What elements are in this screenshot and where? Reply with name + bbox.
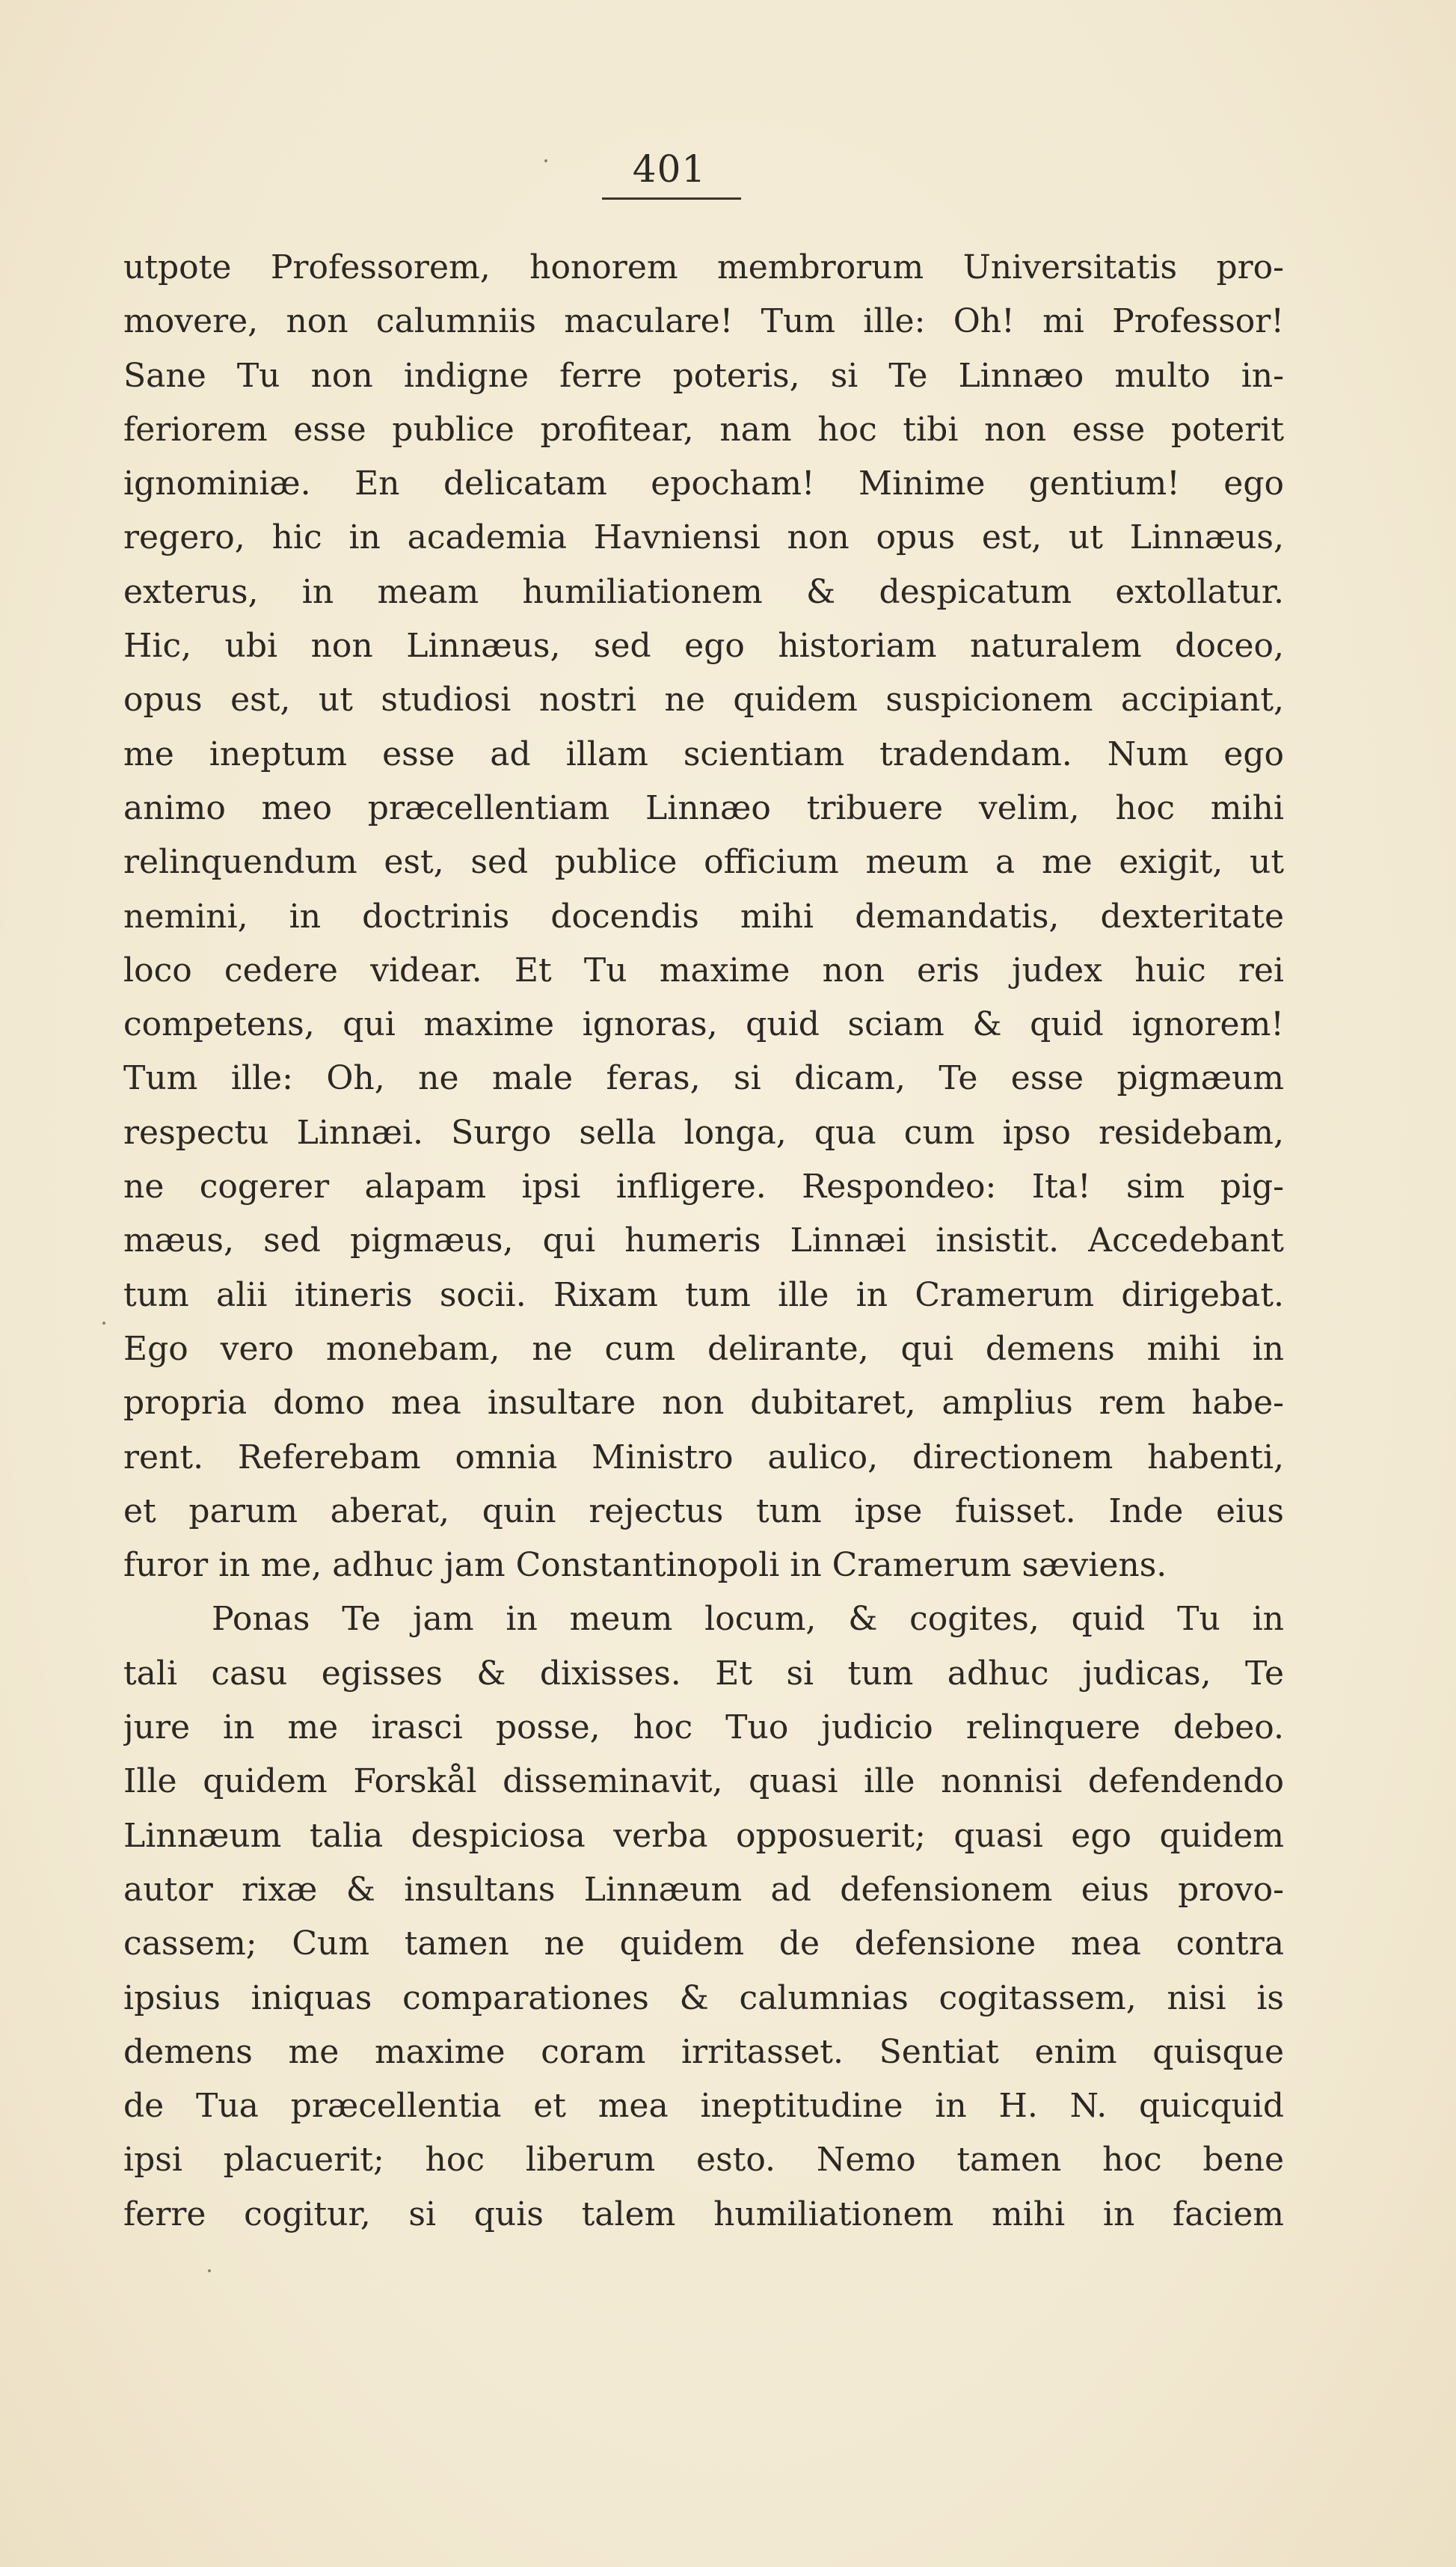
text-line: utpote Professorem, honorem membrorum Universitatis pro- — [123, 248, 1284, 286]
text-line: ignominiæ. En delicatam epocham! Minime gentium! ego — [123, 464, 1284, 503]
text-line: et parum aberat, quin rejectus tum ipse fuisset. Inde eius — [123, 1491, 1284, 1530]
text-line: ipsius iniquas comparationes & calumnias cogitassem, nisi is — [123, 1978, 1284, 2017]
text-line: Ille quidem Forskål disseminavit, quasi ille nonnisi defendendo — [123, 1762, 1284, 1801]
text-line: Ego vero monebam, ne cum delirante, qui demens mihi in — [123, 1329, 1284, 1368]
text-line: competens, qui maxime ignoras, quid sciam & quid ignorem! — [123, 1005, 1284, 1044]
paragraph-first-line: Ponas Te jam in meum locum, & cogites, quid Tu in — [212, 1600, 1284, 1639]
text-line: furor in me, adhuc jam Constantinopoli in Cramerum sæviens. — [123, 1546, 1167, 1585]
text-line: de Tua præcellentia et mea ineptitudine in H. N. quicquid — [123, 2087, 1284, 2126]
text-line: ferre cogitur, si quis talem humiliationem mihi in faciem — [123, 2195, 1284, 2233]
text-line: autor rixæ & insultans Linnæum ad defensionem eius provo- — [123, 1870, 1284, 1909]
text-line: cassem; Cum tamen ne quidem de defensione mea contra — [123, 1925, 1284, 1963]
paper-speck — [544, 159, 547, 162]
text-line: relinquendum est, sed publice officium meum a me exigit, ut — [123, 843, 1284, 882]
text-line: mæus, sed pigmæus, qui humeris Linnæi insistit. Accedebant — [123, 1221, 1284, 1260]
text-line: animo meo præcellentiam Linnæo tribuere velim, hoc mihi — [123, 788, 1284, 827]
text-line: opus est, ut studiosi nostri ne quidem suspicionem accipiant, — [123, 681, 1284, 720]
text-line: regero, hic in academia Havniensi non opus est, ut Linnæus, — [123, 518, 1284, 557]
text-line: demens me maxime coram irritasset. Sentiat enim quisque — [123, 2032, 1284, 2071]
text-line: movere, non calumniis maculare! Tum ille: Oh! mi Professor! — [123, 302, 1284, 341]
page-number: 401 — [632, 147, 707, 191]
page-number-underline — [602, 197, 741, 200]
text-line: me ineptum esse ad illam scientiam tradendam. Num ego — [123, 734, 1284, 773]
text-line: tali casu egisses & dixisses. Et si tum adhuc judicas, Te — [123, 1654, 1284, 1693]
text-line: tum alii itineris socii. Rixam tum ille in Cramerum dirigebat. — [123, 1275, 1284, 1314]
text-line: rent. Referebam omnia Ministro aulico, directionem habenti, — [123, 1438, 1284, 1476]
text-line: ne cogerer alapam ipsi infligere. Respondeo: Ita! sim pig- — [123, 1168, 1284, 1206]
text-line: feriorem esse publice profitear, nam hoc tibi non esse poterit — [123, 410, 1284, 449]
text-line: nemini, in doctrinis docendis mihi demandatis, dexteritate — [123, 897, 1284, 936]
text-line: exterus, in meam humiliationem & despicatum extollatur. — [123, 572, 1284, 611]
text-line: propria domo mea insultare non dubitaret, amplius rem habe- — [123, 1384, 1284, 1423]
text-line: Tum ille: Oh, ne male feras, si dicam, Te esse pigmæum — [123, 1059, 1284, 1098]
text-line: Sane Tu non indigne ferre poteris, si Te Linnæo multo in- — [123, 356, 1284, 395]
text-line: Hic, ubi non Linnæus, sed ego historiam naturalem doceo, — [123, 627, 1284, 666]
text-line: jure in me irasci posse, hoc Tuo judicio relinquere debeo. — [123, 1708, 1284, 1747]
text-line: respectu Linnæi. Surgo sella longa, qua cum ipso residebam, — [123, 1113, 1284, 1152]
paper-speck — [102, 1322, 105, 1325]
text-line: ipsi placuerit; hoc liberum esto. Nemo tamen hoc bene — [123, 2141, 1284, 2180]
text-line: loco cedere videar. Et Tu maxime non eris judex huic rei — [123, 951, 1284, 990]
text-line: Linnæum talia despiciosa verba opposuerit; quasi ego quidem — [123, 1816, 1284, 1855]
paper-speck — [208, 2269, 211, 2272]
body-text — [123, 241, 1284, 2242]
